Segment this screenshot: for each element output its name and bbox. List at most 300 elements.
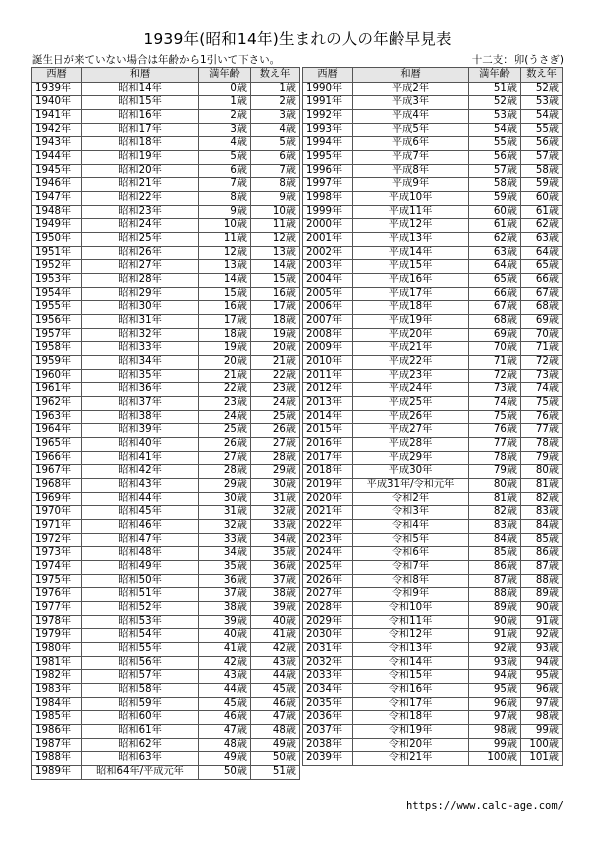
cell-wareki: 昭和20年 — [82, 164, 199, 178]
cell-kazoedoshi: 18歳 — [251, 314, 300, 328]
cell-man-nenrei: 90歳 — [469, 615, 521, 629]
cell-kazoedoshi: 29歳 — [251, 465, 300, 479]
cell-seireki: 1965年 — [32, 437, 82, 451]
cell-wareki: 昭和43年 — [82, 478, 199, 492]
cell-man-nenrei: 86歳 — [469, 561, 521, 575]
cell-seireki: 2001年 — [303, 232, 353, 246]
cell-man-nenrei: 100歳 — [469, 752, 521, 766]
cell-man-nenrei: 71歳 — [469, 355, 521, 369]
cell-man-nenrei: 67歳 — [469, 301, 521, 315]
cell-seireki: 1967年 — [32, 465, 82, 479]
cell-man-nenrei: 48歳 — [199, 738, 251, 752]
cell-seireki: 1966年 — [32, 451, 82, 465]
cell-kazoedoshi: 78歳 — [521, 437, 563, 451]
cell-wareki: 昭和56年 — [82, 656, 199, 670]
table-row — [32, 396, 300, 410]
cell-kazoedoshi: 31歳 — [251, 492, 300, 506]
table-row — [303, 684, 563, 698]
table-row — [303, 437, 563, 451]
cell-man-nenrei: 49歳 — [199, 752, 251, 766]
cell-kazoedoshi: 8歳 — [251, 178, 300, 192]
cell-seireki: 2031年 — [303, 643, 353, 657]
table-row — [32, 506, 300, 520]
cell-kazoedoshi: 39歳 — [251, 602, 300, 616]
cell-seireki: 1983年 — [32, 684, 82, 698]
cell-wareki: 平成15年 — [353, 260, 469, 274]
table-row — [303, 191, 563, 205]
table-row — [32, 492, 300, 506]
cell-kazoedoshi: 58歳 — [521, 164, 563, 178]
table-row — [303, 752, 563, 766]
cell-kazoedoshi: 57歳 — [521, 150, 563, 164]
cell-wareki: 平成10年 — [353, 191, 469, 205]
cell-wareki: 昭和40年 — [82, 437, 199, 451]
cell-seireki: 1986年 — [32, 725, 82, 739]
table-row — [303, 520, 563, 534]
cell-wareki: 平成23年 — [353, 369, 469, 383]
table-row — [303, 301, 563, 315]
cell-kazoedoshi: 24歳 — [251, 396, 300, 410]
cell-man-nenrei: 69歳 — [469, 328, 521, 342]
cell-kazoedoshi: 77歳 — [521, 424, 563, 438]
cell-man-nenrei: 51歳 — [469, 82, 521, 96]
age-table-left — [31, 67, 300, 780]
cell-wareki: 令和16年 — [353, 684, 469, 698]
cell-wareki: 平成2年 — [353, 82, 469, 96]
cell-seireki: 1959年 — [32, 355, 82, 369]
cell-kazoedoshi: 30歳 — [251, 478, 300, 492]
cell-man-nenrei: 42歳 — [199, 656, 251, 670]
cell-seireki: 1984年 — [32, 697, 82, 711]
table-row — [303, 615, 563, 629]
table-row — [303, 137, 563, 151]
cell-man-nenrei: 61歳 — [469, 219, 521, 233]
cell-seireki: 1942年 — [32, 123, 82, 137]
table-row — [303, 314, 563, 328]
cell-wareki: 昭和64年/平成元年 — [82, 766, 199, 780]
table-row — [303, 232, 563, 246]
cell-wareki: 昭和25年 — [82, 232, 199, 246]
cell-wareki: 平成28年 — [353, 437, 469, 451]
cell-kazoedoshi: 64歳 — [521, 246, 563, 260]
table-row — [303, 82, 563, 96]
table-row — [303, 123, 563, 137]
cell-wareki: 昭和15年 — [82, 96, 199, 110]
cell-wareki: 昭和16年 — [82, 109, 199, 123]
table-row — [303, 383, 563, 397]
cell-wareki: 令和17年 — [353, 697, 469, 711]
cell-kazoedoshi: 5歳 — [251, 137, 300, 151]
cell-seireki: 1953年 — [32, 273, 82, 287]
cell-wareki: 昭和27年 — [82, 260, 199, 274]
cell-man-nenrei: 28歳 — [199, 465, 251, 479]
cell-man-nenrei: 80歳 — [469, 478, 521, 492]
cell-kazoedoshi: 97歳 — [521, 697, 563, 711]
table-row — [32, 451, 300, 465]
cell-wareki: 平成12年 — [353, 219, 469, 233]
cell-man-nenrei: 24歳 — [199, 410, 251, 424]
cell-man-nenrei: 0歳 — [199, 82, 251, 96]
table-row — [32, 410, 300, 424]
cell-kazoedoshi: 53歳 — [521, 96, 563, 110]
cell-man-nenrei: 14歳 — [199, 273, 251, 287]
table-row — [32, 588, 300, 602]
cell-wareki: 昭和58年 — [82, 684, 199, 698]
cell-seireki: 1951年 — [32, 246, 82, 260]
cell-man-nenrei: 47歳 — [199, 725, 251, 739]
cell-kazoedoshi: 86歳 — [521, 547, 563, 561]
cell-kazoedoshi: 83歳 — [521, 506, 563, 520]
cell-seireki: 1969年 — [32, 492, 82, 506]
table-row — [32, 150, 300, 164]
cell-seireki: 1996年 — [303, 164, 353, 178]
cell-wareki: 令和12年 — [353, 629, 469, 643]
cell-kazoedoshi: 46歳 — [251, 697, 300, 711]
cell-wareki: 昭和32年 — [82, 328, 199, 342]
cell-wareki: 昭和61年 — [82, 725, 199, 739]
cell-wareki: 昭和31年 — [82, 314, 199, 328]
cell-kazoedoshi: 2歳 — [251, 96, 300, 110]
cell-man-nenrei: 12歳 — [199, 246, 251, 260]
cell-seireki: 2019年 — [303, 478, 353, 492]
cell-wareki: 平成16年 — [353, 273, 469, 287]
cell-seireki: 2029年 — [303, 615, 353, 629]
cell-man-nenrei: 25歳 — [199, 424, 251, 438]
cell-seireki: 1978年 — [32, 615, 82, 629]
cell-kazoedoshi: 70歳 — [521, 328, 563, 342]
table-row — [32, 123, 300, 137]
cell-man-nenrei: 98歳 — [469, 725, 521, 739]
cell-man-nenrei: 82歳 — [469, 506, 521, 520]
cell-seireki: 2028年 — [303, 602, 353, 616]
cell-wareki: 令和6年 — [353, 547, 469, 561]
cell-kazoedoshi: 42歳 — [251, 643, 300, 657]
cell-seireki: 1981年 — [32, 656, 82, 670]
cell-kazoedoshi: 61歳 — [521, 205, 563, 219]
header-kazoedoshi: 数え年 — [521, 68, 563, 83]
table-row — [32, 273, 300, 287]
cell-wareki: 平成8年 — [353, 164, 469, 178]
cell-man-nenrei: 15歳 — [199, 287, 251, 301]
table-row — [32, 178, 300, 192]
table-row — [32, 96, 300, 110]
cell-seireki: 1957年 — [32, 328, 82, 342]
cell-wareki: 令和10年 — [353, 602, 469, 616]
cell-kazoedoshi: 7歳 — [251, 164, 300, 178]
cell-man-nenrei: 1歳 — [199, 96, 251, 110]
cell-seireki: 1941年 — [32, 109, 82, 123]
cell-wareki: 昭和53年 — [82, 615, 199, 629]
cell-seireki: 1947年 — [32, 191, 82, 205]
cell-seireki: 1974年 — [32, 561, 82, 575]
cell-seireki: 2012年 — [303, 383, 353, 397]
cell-seireki: 1971年 — [32, 520, 82, 534]
cell-seireki: 2039年 — [303, 752, 353, 766]
cell-wareki: 令和4年 — [353, 520, 469, 534]
table-row — [32, 164, 300, 178]
cell-seireki: 2038年 — [303, 738, 353, 752]
cell-kazoedoshi: 48歳 — [251, 725, 300, 739]
table-row — [303, 711, 563, 725]
table-row — [303, 451, 563, 465]
cell-seireki: 2013年 — [303, 396, 353, 410]
cell-kazoedoshi: 9歳 — [251, 191, 300, 205]
cell-kazoedoshi: 22歳 — [251, 369, 300, 383]
table-row — [32, 615, 300, 629]
cell-kazoedoshi: 75歳 — [521, 396, 563, 410]
zodiac-label: 十二支：卯(うさぎ) — [471, 54, 564, 66]
table-row — [32, 574, 300, 588]
table-row — [32, 561, 300, 575]
cell-man-nenrei: 6歳 — [199, 164, 251, 178]
cell-kazoedoshi: 35歳 — [251, 547, 300, 561]
cell-seireki: 1945年 — [32, 164, 82, 178]
cell-man-nenrei: 10歳 — [199, 219, 251, 233]
table-row — [32, 369, 300, 383]
table-row — [303, 656, 563, 670]
cell-wareki: 令和15年 — [353, 670, 469, 684]
cell-seireki: 2035年 — [303, 697, 353, 711]
cell-man-nenrei: 7歳 — [199, 178, 251, 192]
table-row — [303, 738, 563, 752]
cell-wareki: 昭和41年 — [82, 451, 199, 465]
cell-seireki: 1946年 — [32, 178, 82, 192]
cell-man-nenrei: 77歳 — [469, 437, 521, 451]
cell-wareki: 昭和36年 — [82, 383, 199, 397]
table-row — [303, 219, 563, 233]
cell-wareki: 平成24年 — [353, 383, 469, 397]
table-row — [32, 109, 300, 123]
table-row — [303, 492, 563, 506]
cell-seireki: 1960年 — [32, 369, 82, 383]
table-row — [32, 301, 300, 315]
cell-seireki: 1980年 — [32, 643, 82, 657]
cell-man-nenrei: 78歳 — [469, 451, 521, 465]
table-row — [303, 273, 563, 287]
cell-man-nenrei: 50歳 — [199, 766, 251, 780]
cell-kazoedoshi: 21歳 — [251, 355, 300, 369]
cell-kazoedoshi: 32歳 — [251, 506, 300, 520]
cell-seireki: 1968年 — [32, 478, 82, 492]
cell-wareki: 昭和22年 — [82, 191, 199, 205]
cell-seireki: 1979年 — [32, 629, 82, 643]
table-row — [303, 643, 563, 657]
table-row — [32, 766, 300, 780]
cell-man-nenrei: 43歳 — [199, 670, 251, 684]
cell-man-nenrei: 3歳 — [199, 123, 251, 137]
cell-kazoedoshi: 6歳 — [251, 150, 300, 164]
cell-man-nenrei: 88歳 — [469, 588, 521, 602]
cell-man-nenrei: 62歳 — [469, 232, 521, 246]
cell-wareki: 平成9年 — [353, 178, 469, 192]
cell-wareki: 平成13年 — [353, 232, 469, 246]
cell-man-nenrei: 58歳 — [469, 178, 521, 192]
table-row — [303, 561, 563, 575]
table-row — [32, 629, 300, 643]
cell-wareki: 平成21年 — [353, 342, 469, 356]
cell-wareki: 令和2年 — [353, 492, 469, 506]
cell-man-nenrei: 93歳 — [469, 656, 521, 670]
cell-kazoedoshi: 10歳 — [251, 205, 300, 219]
cell-man-nenrei: 92歳 — [469, 643, 521, 657]
cell-wareki: 令和18年 — [353, 711, 469, 725]
cell-wareki: 昭和62年 — [82, 738, 199, 752]
cell-wareki: 昭和35年 — [82, 369, 199, 383]
cell-man-nenrei: 84歳 — [469, 533, 521, 547]
table-row — [303, 178, 563, 192]
cell-seireki: 2003年 — [303, 260, 353, 274]
cell-man-nenrei: 76歳 — [469, 424, 521, 438]
cell-kazoedoshi: 49歳 — [251, 738, 300, 752]
cell-seireki: 1939年 — [32, 82, 82, 96]
cell-man-nenrei: 8歳 — [199, 191, 251, 205]
cell-man-nenrei: 36歳 — [199, 574, 251, 588]
cell-man-nenrei: 19歳 — [199, 342, 251, 356]
cell-wareki: 平成11年 — [353, 205, 469, 219]
cell-wareki: 昭和47年 — [82, 533, 199, 547]
cell-wareki: 平成14年 — [353, 246, 469, 260]
cell-kazoedoshi: 62歳 — [521, 219, 563, 233]
cell-wareki: 平成4年 — [353, 109, 469, 123]
cell-seireki: 2009年 — [303, 342, 353, 356]
table-row — [32, 520, 300, 534]
table-row — [303, 533, 563, 547]
cell-kazoedoshi: 45歳 — [251, 684, 300, 698]
cell-man-nenrei: 26歳 — [199, 437, 251, 451]
table-row — [303, 287, 563, 301]
cell-wareki: 昭和59年 — [82, 697, 199, 711]
cell-seireki: 1964年 — [32, 424, 82, 438]
cell-man-nenrei: 74歳 — [469, 396, 521, 410]
cell-seireki: 2027年 — [303, 588, 353, 602]
table-row — [303, 697, 563, 711]
table-row — [303, 164, 563, 178]
cell-wareki: 昭和50年 — [82, 574, 199, 588]
cell-wareki: 昭和46年 — [82, 520, 199, 534]
cell-man-nenrei: 31歳 — [199, 506, 251, 520]
cell-wareki: 昭和34年 — [82, 355, 199, 369]
cell-kazoedoshi: 59歳 — [521, 178, 563, 192]
cell-kazoedoshi: 38歳 — [251, 588, 300, 602]
table-row — [303, 629, 563, 643]
cell-kazoedoshi: 85歳 — [521, 533, 563, 547]
cell-wareki: 昭和45年 — [82, 506, 199, 520]
cell-man-nenrei: 32歳 — [199, 520, 251, 534]
cell-kazoedoshi: 20歳 — [251, 342, 300, 356]
cell-kazoedoshi: 4歳 — [251, 123, 300, 137]
cell-seireki: 1987年 — [32, 738, 82, 752]
cell-seireki: 2017年 — [303, 451, 353, 465]
cell-wareki: 昭和48年 — [82, 547, 199, 561]
table-row — [303, 355, 563, 369]
cell-man-nenrei: 83歳 — [469, 520, 521, 534]
cell-kazoedoshi: 40歳 — [251, 615, 300, 629]
cell-wareki: 昭和28年 — [82, 273, 199, 287]
cell-seireki: 2015年 — [303, 424, 353, 438]
cell-wareki: 令和5年 — [353, 533, 469, 547]
cell-seireki: 1954年 — [32, 287, 82, 301]
cell-kazoedoshi: 76歳 — [521, 410, 563, 424]
cell-wareki: 昭和26年 — [82, 246, 199, 260]
cell-kazoedoshi: 68歳 — [521, 301, 563, 315]
cell-kazoedoshi: 60歳 — [521, 191, 563, 205]
cell-kazoedoshi: 15歳 — [251, 273, 300, 287]
table-row — [32, 328, 300, 342]
footer-url: https://www.calc-age.com/ — [405, 800, 564, 812]
cell-wareki: 平成22年 — [353, 355, 469, 369]
cell-seireki: 2030年 — [303, 629, 353, 643]
table-row — [32, 697, 300, 711]
cell-man-nenrei: 23歳 — [199, 396, 251, 410]
table-row — [303, 478, 563, 492]
cell-wareki: 昭和21年 — [82, 178, 199, 192]
cell-man-nenrei: 63歳 — [469, 246, 521, 260]
header-wareki: 和暦 — [353, 68, 469, 83]
cell-kazoedoshi: 93歳 — [521, 643, 563, 657]
cell-wareki: 平成7年 — [353, 150, 469, 164]
table-row — [303, 410, 563, 424]
cell-kazoedoshi: 65歳 — [521, 260, 563, 274]
table-row — [303, 547, 563, 561]
cell-wareki: 令和20年 — [353, 738, 469, 752]
header-man-nenrei: 満年齢 — [199, 68, 251, 83]
cell-man-nenrei: 30歳 — [199, 492, 251, 506]
cell-man-nenrei: 68歳 — [469, 314, 521, 328]
table-body-left — [32, 82, 300, 779]
cell-kazoedoshi: 25歳 — [251, 410, 300, 424]
header-seireki: 西暦 — [32, 68, 82, 83]
cell-wareki: 昭和38年 — [82, 410, 199, 424]
table-row — [32, 547, 300, 561]
cell-kazoedoshi: 16歳 — [251, 287, 300, 301]
table-row — [32, 219, 300, 233]
cell-wareki: 令和9年 — [353, 588, 469, 602]
cell-man-nenrei: 60歳 — [469, 205, 521, 219]
cell-wareki: 平成27年 — [353, 424, 469, 438]
table-row — [303, 588, 563, 602]
cell-kazoedoshi: 91歳 — [521, 615, 563, 629]
cell-kazoedoshi: 52歳 — [521, 82, 563, 96]
cell-wareki: 昭和17年 — [82, 123, 199, 137]
table-row — [32, 725, 300, 739]
cell-kazoedoshi: 99歳 — [521, 725, 563, 739]
cell-kazoedoshi: 54歳 — [521, 109, 563, 123]
cell-kazoedoshi: 82歳 — [521, 492, 563, 506]
cell-kazoedoshi: 26歳 — [251, 424, 300, 438]
cell-kazoedoshi: 34歳 — [251, 533, 300, 547]
cell-seireki: 1963年 — [32, 410, 82, 424]
table-row — [303, 260, 563, 274]
cell-kazoedoshi: 51歳 — [251, 766, 300, 780]
cell-seireki: 1972年 — [32, 533, 82, 547]
cell-man-nenrei: 2歳 — [199, 109, 251, 123]
cell-man-nenrei: 4歳 — [199, 137, 251, 151]
cell-wareki: 昭和30年 — [82, 301, 199, 315]
cell-man-nenrei: 44歳 — [199, 684, 251, 698]
cell-kazoedoshi: 36歳 — [251, 561, 300, 575]
cell-kazoedoshi: 37歳 — [251, 574, 300, 588]
cell-kazoedoshi: 55歳 — [521, 123, 563, 137]
table-row — [303, 506, 563, 520]
cell-man-nenrei: 57歳 — [469, 164, 521, 178]
table-row — [303, 424, 563, 438]
cell-kazoedoshi: 3歳 — [251, 109, 300, 123]
cell-seireki: 1973年 — [32, 547, 82, 561]
cell-wareki: 昭和18年 — [82, 137, 199, 151]
cell-wareki: 昭和19年 — [82, 150, 199, 164]
table-row — [303, 246, 563, 260]
cell-seireki: 2014年 — [303, 410, 353, 424]
